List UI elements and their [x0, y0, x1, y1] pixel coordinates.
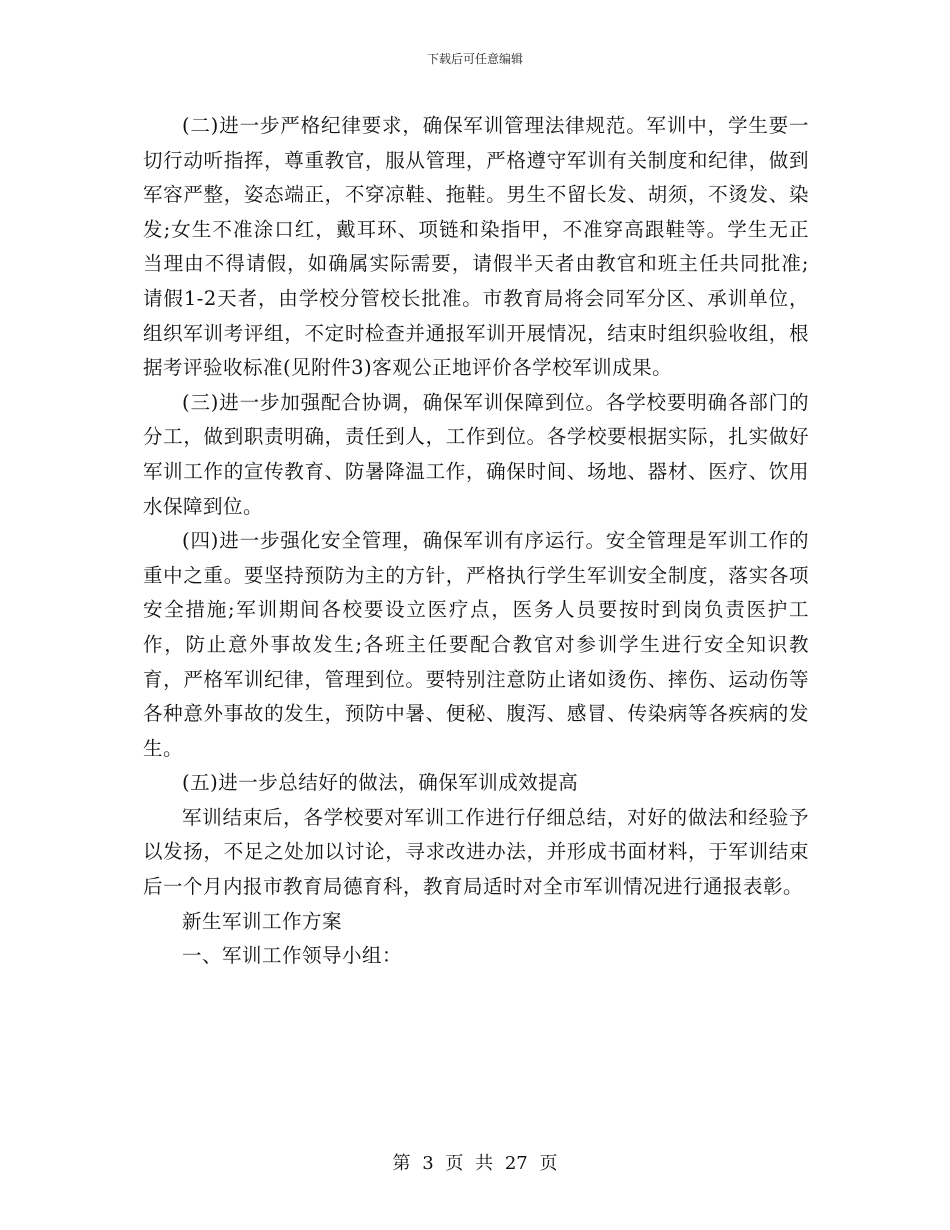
paragraph-safety: (四)进一步强化安全管理，确保军训有序运行。安全管理是军训工作的重中之重。要坚持预防为主的方针，严格执行学生军训安全制度，落实各项安全措施;军训期间各校要设立医疗点，医务人员要按时到岗负责医护工作，防止意外事故发生;各班主任要配合教官对参训学生进行安全知识教育，严格军训纪律，管理到位。要特别注意防止诸如烫伤、摔伤、运动伤等各种意外事故的发生，预防中暑、便秘、腹泻、感冒、传染病等各疾病的发生。 [143, 529, 809, 760]
page-number: 第 3 页 共 27 页 [392, 1153, 558, 1174]
paragraph-discipline: (二)进一步严格纪律要求，确保军训管理法律规范。军训中，学生要一切行动听指挥，尊重教官，服从管理，严格遵守军训有关制度和纪律，做到军容严整，姿态端正，不穿凉鞋、拖鞋。男生不留长发、胡须，不烫发、染发;女生不准涂口红，戴耳环、项链和染指甲，不准穿高跟鞋等。学生无正当理由不得请假，如确属实际需要，请假半天者由教官和班主任共同批准;请假1-2天者，由学校分管校长批准。市教育局将会同军分区、承训单位，组织军训考评组，不定时检查并通报军训开展情况，结束时组织验收组，根据考评验收标准(见附件3)客观公正地评价各学校军训成果。 [143, 114, 809, 380]
paragraph-summary-heading: (五)进一步总结好的做法，确保军训成效提高 [182, 771, 579, 795]
section-heading-leadership: 一、军训工作领导小组： [182, 944, 403, 968]
page-header-note: 下载后可任意编辑 [426, 52, 523, 66]
paragraph-coordination: (三)进一步加强配合协调，确保军训保障到位。各学校要明确各部门的分工，做到职责明确，责任到人，工作到位。各学校要根据实际，扎实做好军训工作的宣传教育、防暑降温工作，确保时间、场地、器材、医疗、饮用水保障到位。 [143, 390, 809, 518]
paragraph-summary: 军训结束后，各学校要对军训工作进行仔细总结，对好的做法和经验予以发扬，不足之处加以讨论，寻求改进办法，并形成书面材料，于军训结束后一个月内报市教育局德育科，教育局适时对全市军训情况进行通报表彰。 [143, 805, 809, 899]
document-body [143, 109, 809, 974]
section-title: 新生军训工作方案 [182, 909, 343, 933]
